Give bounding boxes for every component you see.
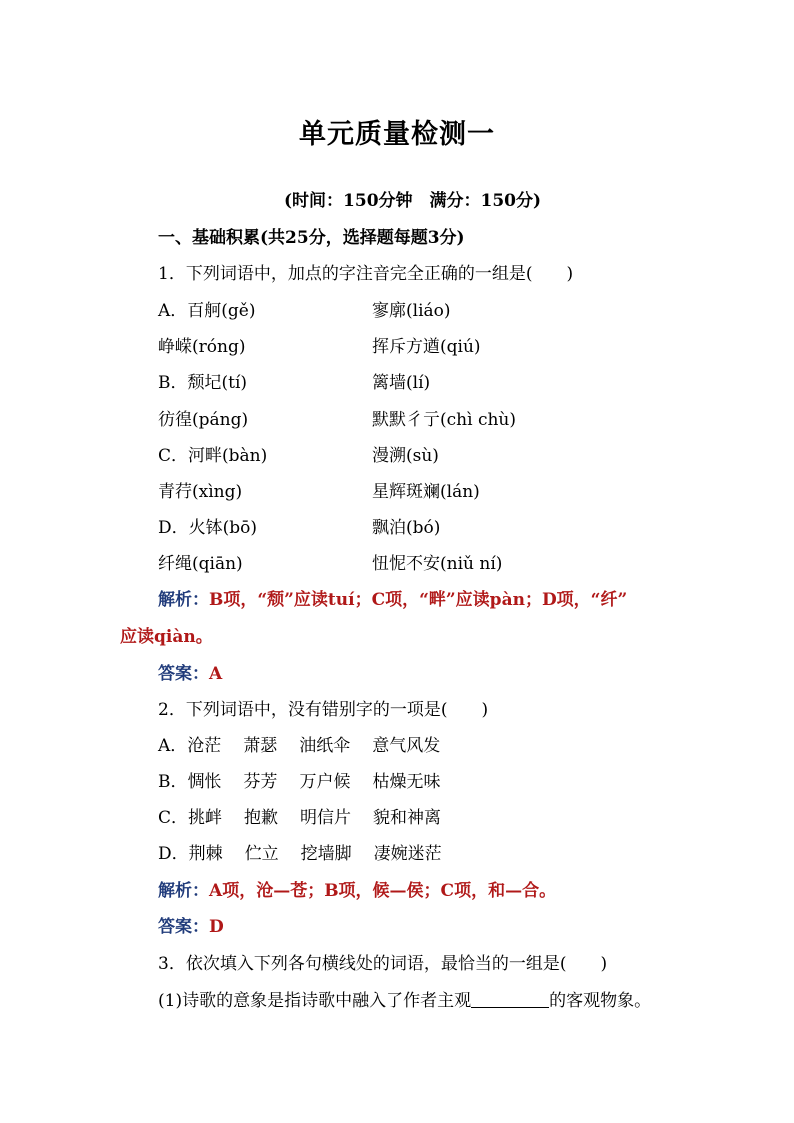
option-word: D．荆棘 — [158, 844, 223, 864]
option-word: 伫立 — [244, 844, 279, 864]
q2-option-a — [158, 735, 462, 757]
q2-option-d — [158, 843, 464, 865]
exam-meta: (时间：150分钟 满分：150分) — [284, 191, 542, 211]
option-word: C．挑衅 — [158, 808, 223, 828]
option-word: 抱歉 — [244, 808, 279, 828]
analysis-label: 解析： — [158, 590, 209, 610]
fill-blank — [471, 991, 549, 1008]
analysis-text: B项，“颓”应读tuí；C项，“畔”应读pàn；D项，“纤” — [209, 590, 628, 610]
option-word: 萧瑟 — [243, 736, 278, 756]
answer-value: D — [209, 917, 224, 937]
option-word: 挖墙脚 — [300, 844, 352, 864]
option-word: 万户候 — [299, 772, 351, 792]
q1-row-2-right: 挥斥方遒(qiú) — [372, 337, 481, 357]
q1-row-3-left: B．颓圮(tí) — [158, 373, 248, 393]
section-heading: 一、基础积累(共25分，选择题每题3分) — [158, 228, 465, 248]
option-word: 芬芳 — [243, 772, 278, 792]
answer-value: A — [209, 664, 223, 684]
q1-row-5-right: 漫溯(sù) — [372, 446, 439, 466]
q1-row-6-right: 星辉斑斓(lán) — [372, 482, 480, 502]
option-word: 枯燥无味 — [372, 772, 441, 792]
option-word: A．沧茫 — [158, 736, 222, 756]
analysis-text: A项，沧—苍；B项，候—侯；C项，和—合。 — [209, 881, 557, 901]
sentence-part: (1)诗歌的意象是指诗歌中融入了作者主观 — [158, 991, 472, 1011]
q1-analysis — [158, 589, 627, 611]
q1-row-6-left: 青荇(xìng) — [158, 482, 243, 502]
q1-row-5-left: C．河畔(bàn) — [158, 446, 268, 466]
q3-sentence-1 — [158, 990, 651, 1012]
q1-row-7-right: 飘泊(bó) — [372, 518, 441, 538]
question-1-stem: 1．下列词语中，加点的字注音完全正确的一组是( ) — [158, 264, 574, 284]
q2-answer — [158, 916, 224, 938]
q1-row-1-left: A．百舸(gě) — [158, 301, 256, 321]
option-word: 油纸伞 — [299, 736, 351, 756]
q1-answer — [158, 663, 222, 685]
analysis-label: 解析： — [158, 881, 209, 901]
question-2-stem: 2．下列词语中，没有错别字的一项是( ) — [158, 700, 489, 720]
option-word: B．惆怅 — [158, 772, 222, 792]
q1-row-8-left: 纤绳(qiān) — [158, 554, 243, 574]
q1-row-7-left: D．火钵(bō) — [158, 518, 258, 538]
q1-row-4-right: 默默彳亍(chì chù) — [372, 410, 516, 430]
q1-row-1 — [158, 300, 255, 322]
q2-option-c — [158, 807, 463, 829]
q2-analysis — [158, 880, 556, 902]
option-word: 明信片 — [300, 808, 352, 828]
answer-label: 答案： — [158, 664, 209, 684]
q1-row-8-right: 忸怩不安(niǔ ní) — [372, 554, 503, 574]
answer-label: 答案： — [158, 917, 209, 937]
q1-row-1-right: 寥廓(liáo) — [372, 301, 451, 321]
option-word: 意气风发 — [372, 736, 441, 756]
q1-row-4-left: 彷徨(páng) — [158, 410, 249, 430]
option-word: 貌和神离 — [373, 808, 442, 828]
question-3-stem: 3．依次填入下列各句横线处的词语，最恰当的一组是( ) — [158, 954, 608, 974]
q1-row-3-right: 篱墙(lí) — [372, 373, 431, 393]
q2-option-b — [158, 771, 463, 793]
q1-row-2-left: 峥嵘(róng) — [158, 337, 246, 357]
q1-analysis-continued: 应读qiàn。 — [120, 627, 213, 647]
option-word: 凄婉迷茫 — [373, 844, 442, 864]
page-title: 单元质量检测一 — [299, 119, 495, 150]
sentence-part: 的客观物象。 — [549, 991, 652, 1011]
